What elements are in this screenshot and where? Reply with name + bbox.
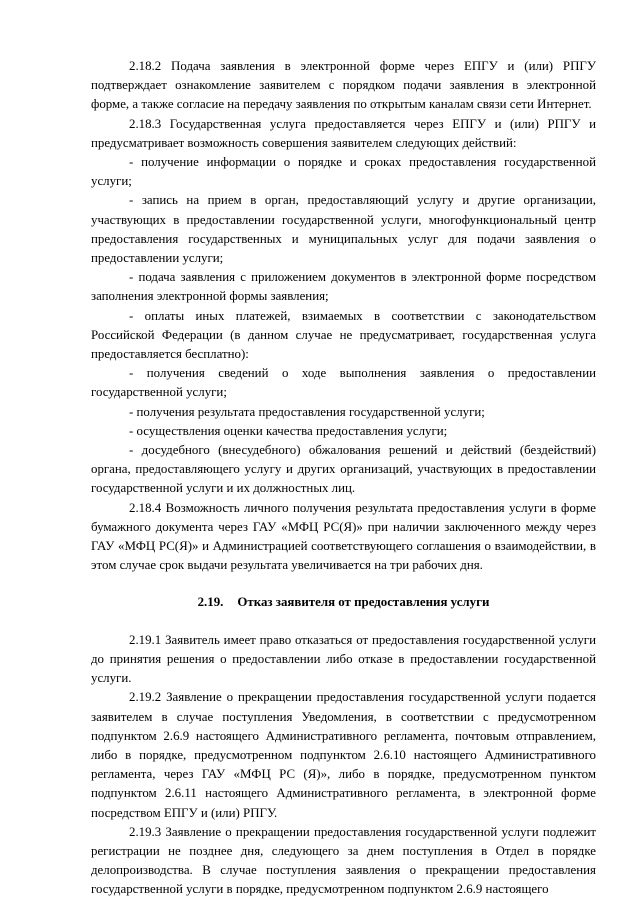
list-item: - оплаты иных платежей, взимаемых в соответствии с законодательством Российской Федерации (в данном случае не предусматривает, государственная услуга предоставляется бесплатно): (91, 308, 596, 362)
section-title: Отказ заявителя от предоставления услуги (237, 595, 490, 610)
section-number: 2.19. (197, 595, 224, 610)
list-item: - подача заявления с приложением документов в электронной форме посредством заполнения электронной формы заявления; (91, 270, 596, 304)
paragraph-2-19-2: 2.19.2 Заявление о прекращении предоставления государственной услуги подается заявителем в случае поступления Уведомления, в соответствии с предусмотренном подпунктом 2.6.9 настоящего Административного регламента, почтовым отправлением, либо в порядке, предусмотренном подпунктом 2.6.10 настоящего Административного регламента, через ГАУ «МФЦ РС (Я)», либо в порядке, предусмотренном пунктом подпунктом 2.6.11 настоящего Административного регламента, в электронной форме посредством ЕПГУ и (или) РПГУ. (91, 690, 596, 820)
section-heading (91, 593, 596, 612)
list-item: - получение информации о порядке и сроках предоставления государственной услуги; (91, 155, 596, 189)
paragraph-2-18-4: 2.18.4 Возможность личного получения результата предоставления услуги в форме бумажного документа через ГАУ «МФЦ РС(Я)» при наличии заключенного между через ГАУ «МФЦ РС(Я)» и Администрацией соответствующего соглашения о взаимодействии, в этом случае срок выдачи результата увеличивается на три рабочих дня. (91, 500, 596, 573)
paragraph-2-18-2: 2.18.2 Подача заявления в электронной форме через ЕПГУ и (или) РПГУ подтверждает ознакомление заявителем с порядком подачи заявления в электронной форме, а также согласие на передачу заявления по открытым каналам связи сети Интернет. (91, 59, 596, 112)
paragraph-2-19-3: 2.19.3 Заявление о прекращении предоставления государственной услуги подлежит регистрации не позднее дня, следующего за днем поступления в Отдел в порядке делопроизводства. В случае поступления заявления о прекращении предоставления государственной услуги в порядке, предусмотренном подпунктом 2.6.9 настоящего (91, 824, 596, 897)
document-page (91, 57, 596, 900)
list-item: - получения сведений о ходе выполнения заявления о предоставлении государственной услуги; (91, 366, 596, 400)
list-item: - осуществления оценки качества предоставления услуги; (129, 423, 448, 438)
list-item: - запись на прием в орган, предоставляющий услугу и другие организации, участвующих в предоставлении государственной услуги, многофункциональный центр предоставления государственных и муниципальных услуг для подачи заявления о предоставлении услуги; (91, 193, 596, 266)
list-item: - досудебного (внесудебного) обжалования решений и действий (бездействий) органа, предоставляющего услугу и других организаций, участвующих в предоставлении государственной услуги и их должностных лиц. (91, 443, 596, 496)
list-item: - получения результата предоставления государственной услуги; (129, 404, 485, 419)
paragraph-2-18-3: 2.18.3 Государственная услуга предоставляется через ЕПГУ и (или) РПГУ и предусматривает возможность совершения заявителем следующих действий: (91, 116, 596, 150)
paragraph-2-19-1: 2.19.1 Заявитель имеет право отказаться от предоставления государственной услуги до принятия решения о предоставлении либо отказе в предоставлении государственной услуги. (91, 632, 596, 686)
